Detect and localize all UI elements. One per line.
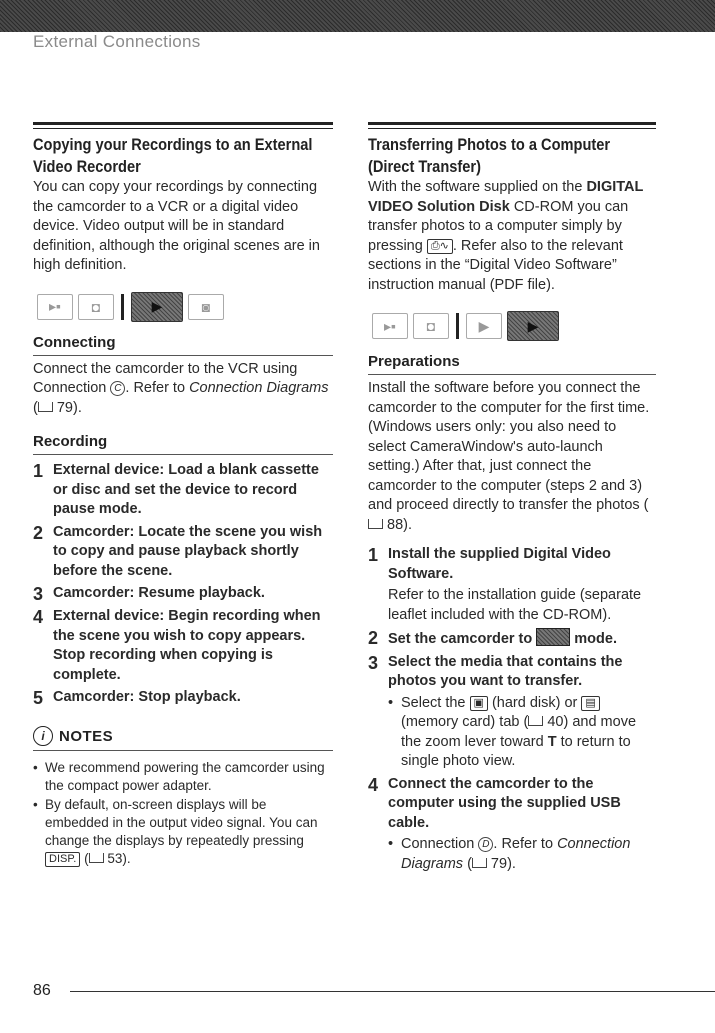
book-icon: [368, 519, 383, 529]
left-intro: You can copy your recordings by connecting the camcorder to a VCR or a digital video device. Video output will be in standard definition, although the original scenes are in high definition.: [33, 179, 320, 273]
step-item: 5 Camcorder: Stop playback.: [33, 688, 241, 708]
mode-separator: [121, 294, 124, 320]
step-item: 1 Install the supplied Digital Video Software. Refer to the installation guide (separate leaflet included with the CD-ROM).: [368, 545, 642, 623]
recording-heading: Recording: [33, 432, 333, 455]
disp-button-icon: DISP.: [45, 852, 80, 867]
note-item: • By default, on-screen displays will be embedded in the output video signal. You can change the displays by repeatedly pressing DISP. ( 53).: [33, 797, 318, 866]
page-number: 86: [33, 982, 51, 999]
photo-playback-mode-icon: [536, 628, 570, 646]
transfer-steps: [368, 545, 656, 874]
preparations-text: Install the software before you connect the camcorder to the computer for the first time. (Windows users only: you also need to select CameraWindow's auto-launch setting.) After that, just connect the camcorder to the computer (steps 2 and 3) and proceed directly to transfer the photos ( 88).: [368, 380, 650, 533]
connecting-text: Connect the camcorder to the VCR using Connection C . Refer to Connection Diagrams ( 79).: [33, 360, 329, 416]
notes-list: [33, 759, 333, 868]
left-title: Copying your Recordings to an External Video Recorder: [33, 135, 313, 176]
preparations-heading: Preparations: [368, 352, 656, 375]
info-icon: i: [33, 726, 53, 746]
notes-header: i NOTES: [33, 726, 333, 751]
book-icon: [38, 402, 53, 412]
right-title: Transferring Photos to a Computer (Direct Transfer): [368, 135, 611, 176]
book-icon: [472, 858, 487, 868]
right-intro: With the software supplied on the DIGITAL VIDEO Solution Disk CD-ROM you can transfer photos to a computer simply by pressing ⎙∿ . Refer also to the relevant sections in the “Digital Video Software” instruction manual (PDF file).: [368, 179, 644, 293]
connecting-heading: Connecting: [33, 333, 333, 356]
photo-camera-mode-icon: ◘: [78, 294, 114, 320]
mode-icons: [37, 293, 333, 321]
print-share-button-icon: ⎙∿: [427, 239, 453, 254]
step-item: 3 Select the media that contains the photos you want to transfer. • Select the ▣ (hard disk) or ▤ (memory card) tab ( 40) and move the zoom lever toward T to return to single photo view.: [368, 652, 637, 769]
mode-separator: [456, 313, 459, 339]
step-item: 1 External device: Load a blank cassette or disc and set the device to record pause mode.: [33, 461, 319, 517]
title-rule: [33, 122, 333, 129]
connection-c-icon: C: [110, 381, 125, 396]
section-title: External Connections: [33, 32, 201, 51]
step-item: 4 External device: Begin recording when the scene you wish to copy appears. Stop recording when copying is complete.: [33, 607, 321, 683]
step-item: 2 Set the camcorder to mode.: [368, 628, 617, 648]
step-item: 4 Connect the camcorder to the computer using the supplied USB cable. • Connection D . Refer to Connection Diagrams ( 79).: [368, 774, 631, 872]
photo-playback-mode-icon: ▶: [507, 311, 559, 341]
right-column: [368, 122, 656, 877]
mode-icons: [372, 312, 656, 340]
title-rule: [368, 122, 656, 129]
hard-disk-icon: ▣: [470, 696, 488, 711]
recording-steps: [33, 461, 333, 708]
video-camera-mode-icon: ▸▪: [37, 294, 73, 320]
connection-d-icon: D: [478, 837, 493, 852]
step-item: 3 Camcorder: Resume playback.: [33, 584, 265, 604]
footer-rule: [70, 991, 715, 992]
top-banner: [0, 0, 715, 32]
memory-card-icon: ▤: [581, 696, 599, 711]
photo-playback-mode-icon: ◙: [188, 294, 224, 320]
left-column: [33, 122, 333, 869]
step-item: 2 Camcorder: Locate the scene you wish to copy and pause playback shortly before the scene.: [33, 522, 323, 579]
book-icon: [89, 853, 104, 863]
book-icon: [528, 716, 543, 726]
video-camera-mode-icon: ▸▪: [372, 313, 408, 339]
video-playback-mode-icon: ▶: [131, 292, 183, 322]
note-item: • We recommend powering the camcorder using the compact power adapter.: [33, 760, 325, 793]
video-playback-mode-icon: ▶: [466, 313, 502, 339]
photo-camera-mode-icon: ◘: [413, 313, 449, 339]
